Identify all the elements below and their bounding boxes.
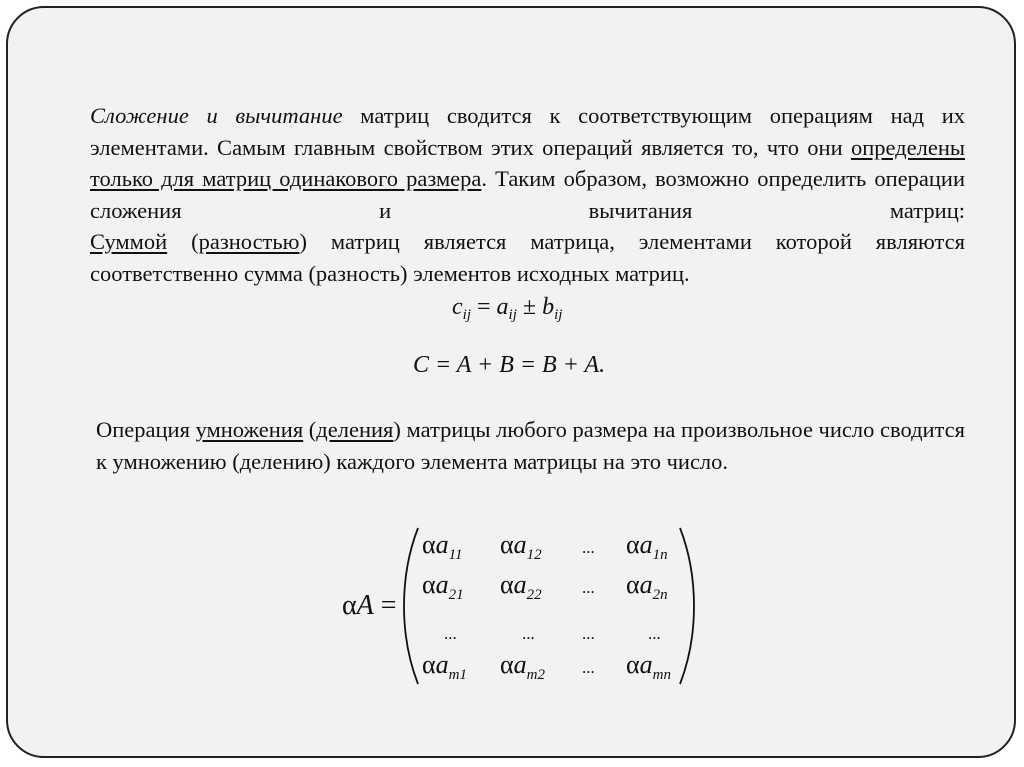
term-addition-subtraction: Сложение и вычитание: [90, 103, 343, 128]
matrix-ellipsis: ...: [444, 624, 457, 643]
formula-c-sub: ij: [462, 307, 471, 323]
matrix-element: $\alpha a_{2n}$: [626, 570, 668, 603]
matrix-ellipsis: ...: [582, 578, 595, 597]
matrix-lhs: [342, 590, 397, 622]
formula-a: a: [496, 294, 509, 320]
paragraph-text: . Таким образом, возможно определить операции сложения и вычитания матриц:: [90, 166, 965, 223]
paragraph-scalar-block: [90, 414, 965, 477]
slide-text: [90, 100, 965, 289]
paragraph-addition: [90, 100, 965, 226]
matrix-element: $\alpha a_{21}$: [422, 570, 464, 603]
paragraph-text: матриц сводится к соответствующим операциям над их элементами. Самым главным свойством этих операций является то, что они: [90, 103, 965, 160]
left-bracket: [404, 528, 418, 684]
matrix-ellipsis: ...: [522, 624, 535, 643]
paren: (: [303, 417, 317, 442]
matrix-element: $\alpha a_{1n}$: [626, 530, 668, 563]
matrix-element: $\alpha a_{22}$: [500, 570, 542, 603]
term-division: деления: [316, 417, 394, 442]
matrix-element: $\alpha a_{m1}$: [422, 650, 467, 683]
matrix-A-symbol: A: [356, 590, 374, 621]
term-sum: Суммой: [90, 229, 168, 254]
term-difference: разностью: [198, 229, 300, 254]
term-multiplication: умножения: [195, 417, 304, 442]
paragraph-scalar: [90, 414, 965, 477]
formula-b-sub: ij: [554, 307, 563, 323]
matrix-element: $\alpha a_{m2}$: [500, 650, 545, 683]
right-bracket: [680, 528, 694, 684]
underlined-same-size: определены только для матриц одинакового размера: [90, 134, 965, 191]
matrix-ellipsis: ...: [582, 538, 595, 557]
matrix-element: $\alpha a_{11}$: [422, 530, 463, 563]
paragraph-text: Операция: [96, 417, 196, 442]
formula-c: c: [452, 294, 463, 320]
alpha-symbol: α: [342, 590, 357, 621]
formula-a-sub: ij: [508, 307, 517, 323]
paragraph-sum: [90, 226, 965, 289]
formula-pm: ±: [516, 294, 543, 320]
formula-eq: =: [471, 294, 497, 320]
matrix-ellipsis: ...: [582, 658, 595, 677]
paragraph-text: ) матрицы любого размера на произвольное число сводится к умножению (делению) каждого элемента матрицы на это число.: [96, 417, 965, 474]
matrix-element: $\alpha a_{12}$: [500, 530, 542, 563]
paren: (: [167, 229, 199, 254]
matrix-ellipsis: ...: [582, 624, 595, 643]
matrix-ellipsis: ...: [648, 624, 661, 643]
paragraph-text: ) матриц является матрица, элементами которой являются соответственно сумма (разность) элементов исходных матриц.: [90, 229, 965, 286]
formula-b: b: [542, 294, 555, 320]
equals-sign: =: [373, 590, 397, 621]
matrix-element: $\alpha a_{mn}$: [626, 650, 671, 683]
formula-commutative: C = A + B = B + A.: [413, 352, 606, 378]
formula-cij: [452, 294, 562, 324]
